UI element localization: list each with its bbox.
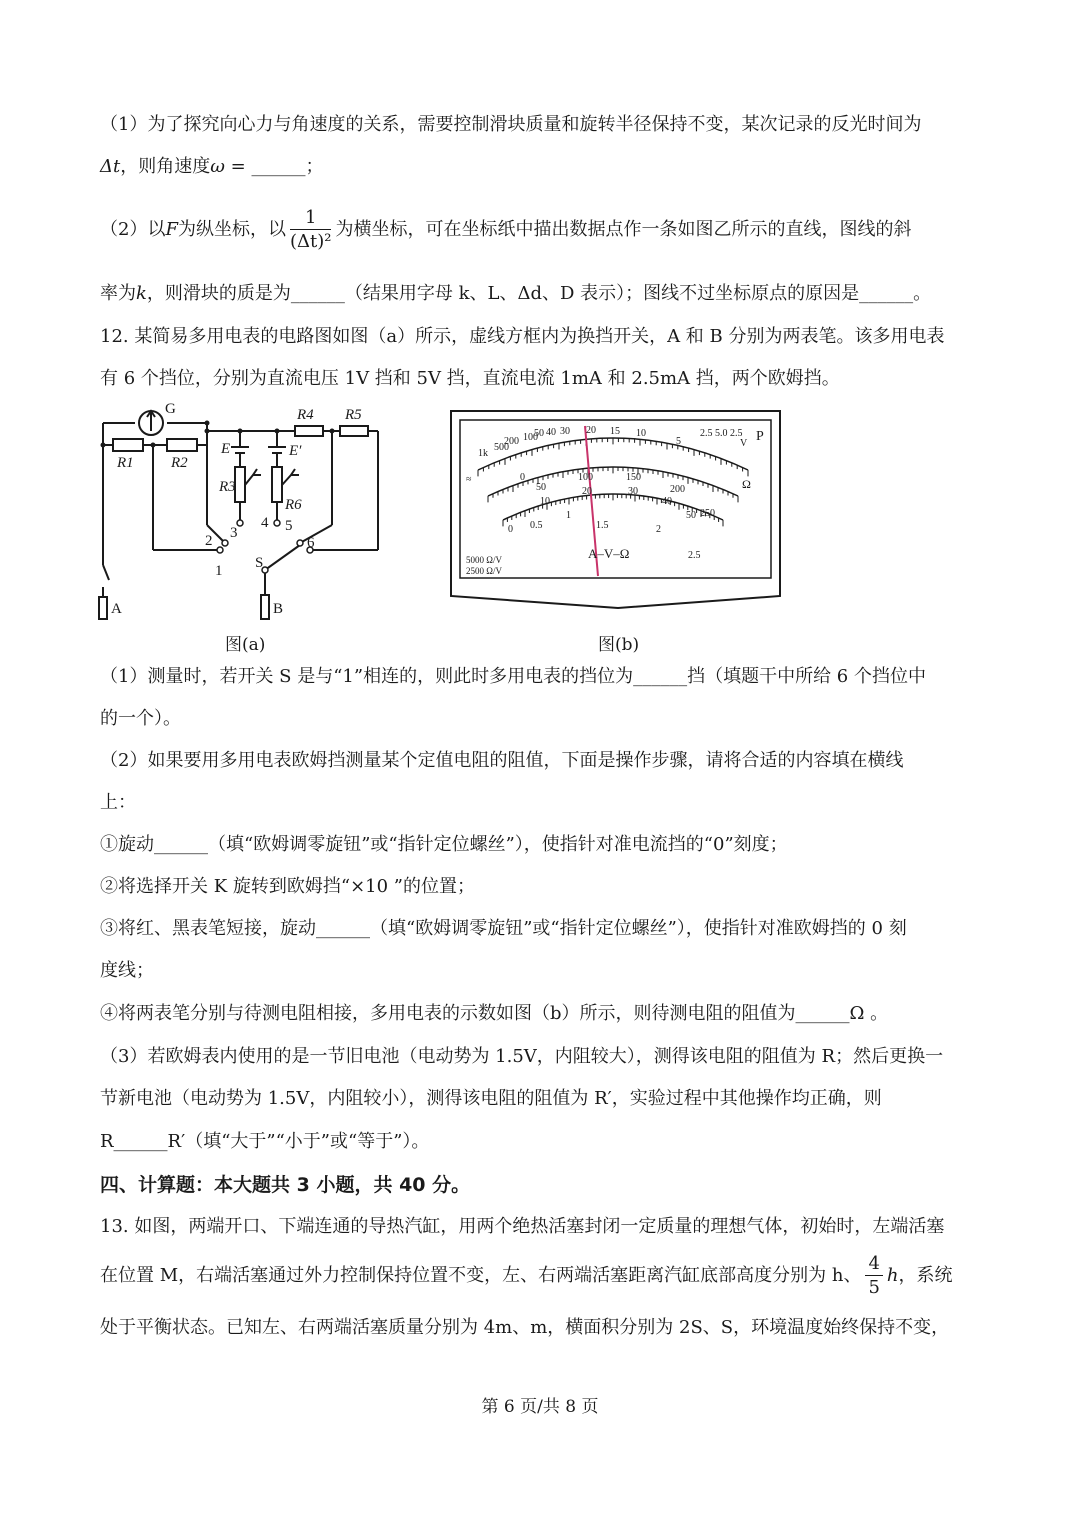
- q11-p2-start: （2）以: [100, 219, 166, 240]
- q11-p2-end: 为横坐标，可在坐标纸中描出数据点作一条如图乙所示的直线，图线的斜: [335, 219, 912, 240]
- height-symbol: h: [886, 1265, 899, 1286]
- q11-part1-line2: [100, 154, 323, 180]
- scale-100: 100: [578, 472, 593, 483]
- label-R5: R5: [345, 407, 362, 423]
- page-footer: 第 6 页/共 8 页: [481, 1397, 599, 1417]
- omega-symbol: ω: [210, 156, 225, 177]
- scale-0.5: 0.5: [530, 520, 543, 531]
- label-B: B: [273, 601, 284, 617]
- label-R2: R2: [171, 455, 188, 471]
- ohm-label-10: 10: [636, 428, 646, 439]
- q12-step3-line2: 度线；: [100, 960, 154, 981]
- scale-low-0: 0: [508, 524, 513, 535]
- sensitivity-1: 5000 Ω/V: [466, 555, 502, 565]
- label-G: G: [165, 401, 176, 417]
- omega-unit: Ω: [742, 477, 751, 491]
- meter-center-label: A–V–Ω: [588, 546, 630, 561]
- ohm-label-30: 30: [560, 426, 570, 437]
- caption-figure-b: 图(b): [598, 635, 640, 655]
- scale-mid-0: 0: [520, 472, 525, 483]
- q12-s1-line1: （1）测量时，若开关 S 是与“1”相连的，则此时多用电表的挡位为______挡（填题干中所给 6 个挡位中: [100, 666, 926, 687]
- scale-20: 20: [582, 486, 592, 497]
- q11-text: ，则角速度: [120, 156, 211, 177]
- scale-30: 30: [628, 486, 638, 497]
- ohm-label-100: 100: [523, 432, 538, 443]
- caption-figure-a: 图(a): [225, 635, 266, 655]
- ohm-label-1k: 1k: [478, 448, 488, 459]
- scale-50-lower: 50: [686, 510, 696, 521]
- ac-scale-marks: 2.5 5.0 2.5: [700, 428, 743, 439]
- scale-250: 250: [700, 508, 715, 519]
- q12-s2-line1: （2）如果要用多用电表欧姆挡测量某个定值电阻的阻值，下面是操作步骤，请将合适的内容填在横线: [100, 750, 904, 771]
- q12-intro-line1: 12. 某简易多用电表的电路图如图（a）所示，虚线方框内为换挡开关，A 和 B 分别为两表笔。该多用电表: [100, 326, 945, 347]
- scale-200: 200: [670, 484, 685, 495]
- q13-line2-text: 在位置 M，右端活塞通过外力控制保持位置不变，左、右两端活塞距离汽缸底部高度分别为 h、: [100, 1265, 862, 1286]
- q12-s1-line2: 的一个）。: [100, 708, 181, 729]
- q12-s2-line2: 上：: [100, 792, 136, 813]
- label-6: 6: [307, 535, 315, 551]
- label-S: S: [255, 555, 264, 571]
- section-heading: 四、计算题：本大题共 3 小题，共 40 分。: [100, 1174, 471, 1196]
- fraction-numerator: 4: [865, 1253, 882, 1276]
- q12-step3-line1: ③将红、黑表笔短接，旋动______（填“欧姆调零旋钮”或“指针定位螺丝”），使指针对准欧姆挡的 0 刻: [100, 918, 907, 939]
- label-2: 2: [205, 533, 213, 549]
- q11-part1-line1: （1）为了探究向心力与角速度的关系，需要控制滑块质量和旋转半径保持不变，某次记录的反光时间为: [100, 114, 922, 135]
- label-A: A: [111, 601, 122, 617]
- q13-line2-end: ，系统: [898, 1265, 953, 1286]
- q13-line2: [100, 1252, 953, 1300]
- ohm-label-5: 5: [676, 436, 681, 447]
- q12-s3-line1: （3）若欧姆表内使用的是一节旧电池（电动势为 1.5V，内阻较大），测得该电阻的阻值为 R；然后更换一: [100, 1046, 944, 1067]
- scale-2.5: 2.5: [688, 550, 701, 561]
- ohm-label-500: 500: [494, 442, 509, 453]
- ohm-label-15: 15: [610, 426, 620, 437]
- fraction-denominator: (Δt)²: [289, 230, 332, 252]
- q12-step2: ②将选择开关 K 旋转到欧姆挡“×10 ”的位置；: [100, 876, 476, 897]
- ohm-label-200: 200: [504, 436, 519, 447]
- meter-dial: [448, 408, 783, 618]
- sensitivity-2: 2500 Ω/V: [466, 566, 502, 576]
- q11-part2-line2: [100, 281, 931, 307]
- label-E: E: [221, 441, 231, 457]
- scale-10: 10: [540, 496, 550, 507]
- label-3: 3: [230, 525, 238, 541]
- scale-50: 50: [536, 482, 546, 493]
- fraction-1-over-dt2: [290, 207, 332, 254]
- q11-p3-start: 率为: [100, 283, 136, 304]
- force-symbol: F: [165, 219, 178, 240]
- scale-2: 2: [656, 524, 661, 535]
- scale-40: 40: [662, 496, 672, 507]
- ac-unit: V: [740, 438, 748, 449]
- label-E-prime: E′: [289, 443, 302, 459]
- slope-symbol: k: [136, 283, 147, 304]
- label-R3: R3: [219, 479, 236, 495]
- q12-intro-line2: 有 6 个挡位，分别为直流电压 1V 挡和 5V 挡，直流电流 1mA 和 2.5mA 挡，两个欧姆挡。: [100, 368, 840, 389]
- ohm-label-40: 40: [546, 427, 556, 438]
- label-1: 1: [215, 563, 223, 579]
- dc-mark: ≈: [466, 474, 472, 485]
- q13-line3: 处于平衡状态。已知左、右两端活塞质量分别为 4m、m，横面积分别为 2S、S，环境温度始终保持不变，: [100, 1317, 950, 1338]
- q12-step4: ④将两表笔分别与待测电阻相接，多用电表的示数如图（b）所示，则待测电阻的阻值为______Ω 。: [100, 1003, 889, 1024]
- q12-s3-line2: 节新电池（电动势为 1.5V，内阻较小），测得该电阻的阻值为 R′，实验过程中其他操作均正确，则: [100, 1088, 882, 1109]
- ohm-label-20: 20: [586, 425, 596, 436]
- fraction-4-over-5: [865, 1253, 882, 1300]
- label-R4: R4: [297, 407, 314, 423]
- q12-step1: ①旋动______（填“欧姆调零旋钮”或“指针定位螺丝”），使指针对准电流挡的“0”刻度；: [100, 834, 788, 855]
- label-5: 5: [285, 518, 293, 534]
- p-mark: P: [756, 429, 764, 444]
- scale-1.5: 1.5: [596, 520, 609, 531]
- label-R6: R6: [285, 497, 302, 513]
- answer-blank: = ______；: [224, 156, 324, 177]
- fraction-denominator: 5: [868, 1276, 880, 1298]
- ohm-label-50: 50: [534, 428, 544, 439]
- q12-s3-line3: R______R′（填“大于”“小于”或“等于”）。: [100, 1131, 430, 1152]
- q11-p3-end: ，则滑块的质是为______（结果用字母 k、L、Δd、D 表示）；图线不过坐标原点的原因是______。: [146, 283, 932, 304]
- fraction-numerator: 1: [290, 207, 332, 230]
- q11-p2-mid: 为纵坐标，以: [177, 219, 286, 240]
- q13-line1: 13. 如图，两端开口、下端连通的导热汽缸，用两个绝热活塞封闭一定质量的理想气体，初始时，左端活塞: [100, 1216, 945, 1237]
- delta-t: Δt: [100, 156, 121, 177]
- q11-part2-line: [100, 206, 911, 254]
- label-4: 4: [261, 515, 269, 531]
- label-R1: R1: [117, 455, 134, 471]
- scale-1: 1: [566, 510, 571, 521]
- circuit-diagram: [95, 395, 395, 630]
- scale-150: 150: [626, 472, 641, 483]
